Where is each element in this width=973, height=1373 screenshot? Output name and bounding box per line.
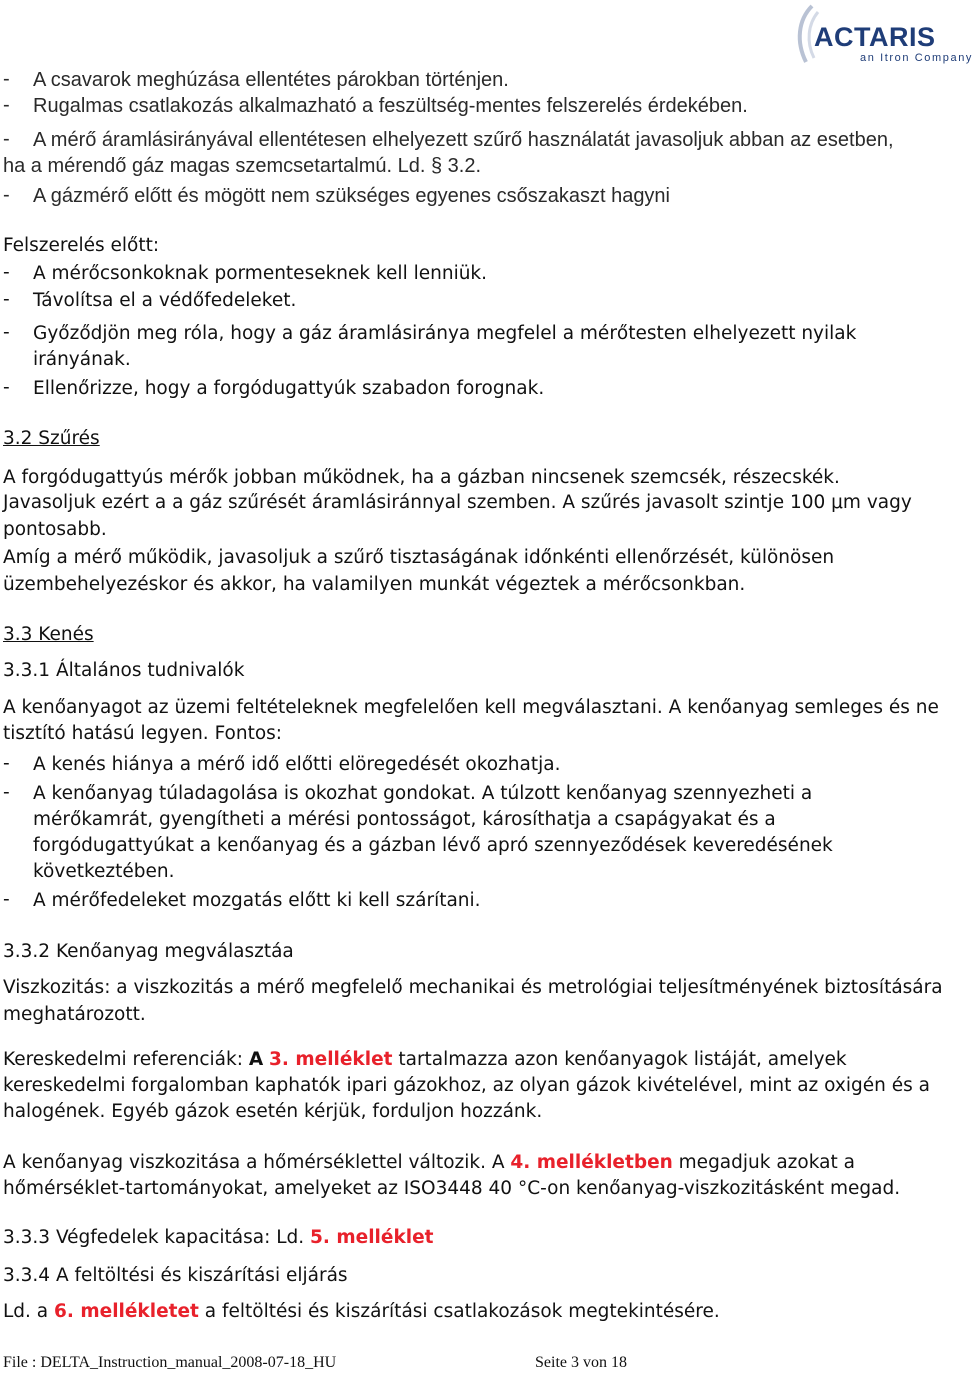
heading-3-2: 3.2 Szűrés [3,428,100,449]
footer-page-number: Seite 3 von 18 [535,1354,627,1371]
annex-link-5[interactable]: 5. melléklet [310,1227,434,1248]
list-item: Távolítsa el a védőfedeleket. [33,290,297,311]
paragraph-line: Viszkozitás: a viszkozitás a mérő megfelelő mechanikai és metrológiai teljesítményének biztosítására [3,977,943,998]
bullet-dash: - [3,889,10,910]
list-item-continued: következtében. [33,861,175,882]
subheading-3-3-1: 3.3.1 Általános tudnivalók [3,660,245,681]
paragraph-line: A kenőanyagot az üzemi feltételeknek megfelelően kell megválasztani. A kenőanyag semleges és ne [3,697,939,718]
bullet-dash: - [3,377,10,398]
footer-file: File : DELTA_Instruction_manual_2008-07-18_HU [3,1354,337,1371]
bullet-dash: - [3,753,10,774]
bullet-dash: - [3,262,10,283]
list-item: A mérő áramlásirányával ellentétesen elhelyezett szűrő használatát javasoljuk abban az esetben, [33,129,894,151]
paragraph-line: Ld. a 6. mellékletet a feltöltési és kiszárítási csatlakozások megtekintésére. [3,1301,720,1322]
bullet-dash: - [3,289,10,310]
list-item: Ellenőrizze, hogy a forgódugattyúk szabadon forognak. [33,378,545,399]
subheading-3-3-3: 3.3.3 Végfedelek kapacitása: Ld. 5. melléklet [3,1227,434,1248]
logo-swoosh-icon [762,2,822,66]
paragraph-line: pontosabb. [3,519,107,540]
list-item-continued: mérőkamrát, gyengítheti a mérési pontosságot, károsíthatja a csapágyakat és a [33,809,776,830]
heading-3-3: 3.3 Kenés [3,624,94,645]
subheading-3-3-2: 3.3.2 Kenőanyag megválasztáa [3,941,294,962]
subheading-3-3-4: 3.3.4 A feltöltési és kiszárítási eljárás [3,1265,348,1286]
paragraph-line: Kereskedelmi referenciák: A 3. melléklet tartalmazza azon kenőanyagok listáját, amelyek [3,1049,847,1070]
bullet-dash: - [3,68,10,90]
paragraph-line: tisztító hatású legyen. Fontos: [3,723,283,744]
paragraph-line: Javasoljuk ezért a a gáz szűrését áramlásiránnyal szemben. A szűrés javasolt szintje 100 μm vagy [3,492,912,513]
paragraph-line: Amíg a mérő működik, javasoljuk a szűrő tisztaságának időnkénti ellenőrzését, különösen [3,547,835,568]
list-item-continued: forgódugattyúkat a kenőanyag és a gázban lévő apró szennyeződések keveredésének [33,835,833,856]
list-item-continued: ha a mérendő gáz magas szemcsetartalmú. Ld. § 3.2. [3,155,482,177]
list-item: A mérőcsonkoknak pormenteseknek kell lenniük. [33,263,488,284]
annex-link-3[interactable]: 3. melléklet [269,1049,393,1070]
bullet-dash: - [3,322,10,343]
annex-link-6[interactable]: 6. mellékletet [54,1301,199,1322]
section-title-before-install: Felszerelés előtt: [3,235,160,256]
list-item: A gázmérő előtt és mögött nem szükséges egyenes csőszakaszt hagyni [33,185,671,207]
list-item-continued: irányának. [33,349,131,370]
paragraph-line: halogének. Egyéb gázok esetén kérjük, forduljon hozzánk. [3,1101,543,1122]
logo-tagline: an Itron Company [860,52,973,64]
paragraph-line: meghatározott. [3,1004,146,1025]
annex-link-4[interactable]: 4. mellékletben [510,1152,673,1173]
paragraph-line: hőmérséklet-tartományokat, amelyeket az ISO3448 40 °C-on kenőanyag-viszkozitásként megad. [3,1178,901,1199]
bullet-dash: - [3,128,10,150]
paragraph-line: üzembehelyezéskor és akkor, ha valamilyen munkát végeztek a mérőcsonkban. [3,574,746,595]
paragraph-line: A forgódugattyús mérők jobban működnek, ha a gázban nincsenek szemcsék, részecskék. [3,467,840,488]
list-item: A kenőanyag túladagolása is okozhat gondokat. A túlzott kenőanyag szennyezheti a [33,783,813,804]
list-item: A kenés hiánya a mérő idő előtti elöregedését okozhatja. [33,754,561,775]
list-item: Rugalmas csatlakozás alkalmazható a feszültség-mentes felszerelés érdekében. [33,95,748,117]
paragraph-line: kereskedelmi forgalomban kaphatók ipari gázokhoz, az olyan gázok kivételével, mint az oxigén és a [3,1075,930,1096]
paragraph-line: A kenőanyag viszkozitása a hőmérséklettel változik. A 4. mellékletben megadjuk azokat a [3,1152,855,1173]
list-item: A csavarok meghúzása ellentétes párokban történjen. [33,69,509,91]
actaris-logo [808,2,973,66]
bullet-dash: - [3,782,10,803]
bullet-dash: - [3,184,10,206]
list-item: A mérőfedeleket mozgatás előtt ki kell szárítani. [33,890,481,911]
bullet-dash: - [3,94,10,116]
list-item: Győződjön meg róla, hogy a gáz áramlásiránya megfelel a mérőtesten elhelyezett nyilak [33,323,857,344]
logo-name: ACTARIS [814,22,936,52]
